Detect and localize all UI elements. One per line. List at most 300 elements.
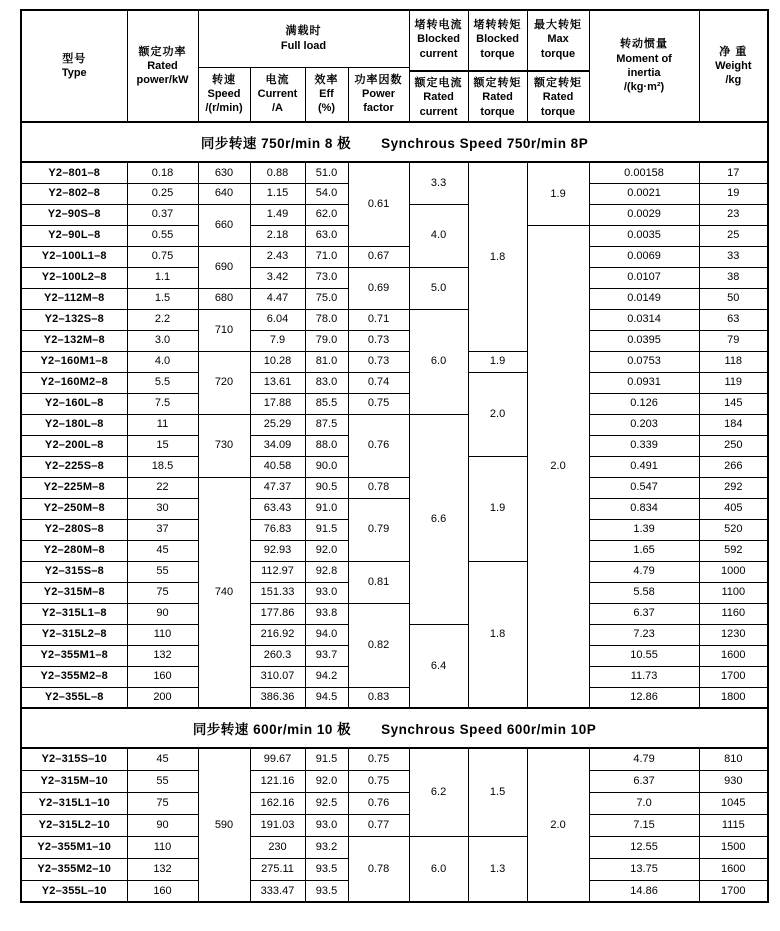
cell-power-factor: 0.69 bbox=[348, 267, 409, 309]
cell-type: Y2–280S–8 bbox=[21, 519, 127, 540]
cell-eff: 75.0 bbox=[305, 288, 348, 309]
cell-eff: 93.2 bbox=[305, 836, 348, 858]
header-line-zh: 额定转矩 bbox=[534, 77, 583, 89]
cell-eff: 54.0 bbox=[305, 183, 348, 204]
cell-blocked-current-ratio: 6.4 bbox=[409, 624, 468, 708]
cell-eff: 93.7 bbox=[305, 645, 348, 666]
cell-inertia: 14.86 bbox=[589, 880, 699, 902]
cell-rated-power: 2.2 bbox=[127, 309, 198, 330]
cell-current: 151.33 bbox=[250, 582, 305, 603]
cell-eff: 51.0 bbox=[305, 162, 348, 183]
cell-inertia: 7.23 bbox=[589, 624, 699, 645]
header-line-en: power/kW bbox=[136, 74, 189, 87]
col-header-current bbox=[250, 67, 305, 122]
cell-inertia: 0.0753 bbox=[589, 351, 699, 372]
cell-speed: 740 bbox=[198, 477, 250, 708]
cell-rated-power: 160 bbox=[127, 666, 198, 687]
cell-type: Y2–160M2–8 bbox=[21, 372, 127, 393]
cell-rated-power: 1.1 bbox=[127, 267, 198, 288]
header-line-en: inertia bbox=[627, 67, 661, 79]
cell-power-factor: 0.76 bbox=[348, 792, 409, 814]
col-header-rated-power bbox=[127, 10, 198, 122]
cell-inertia: 0.00158 bbox=[589, 162, 699, 183]
header-line-en: current bbox=[419, 47, 458, 60]
header-line-en: Power bbox=[362, 88, 396, 101]
table-row bbox=[21, 162, 768, 183]
cell-weight: 1045 bbox=[699, 792, 768, 814]
cell-blocked-current-ratio: 6.0 bbox=[409, 309, 468, 414]
cell-rated-power: 0.18 bbox=[127, 162, 198, 183]
cell-eff: 62.0 bbox=[305, 204, 348, 225]
cell-type: Y2–802–8 bbox=[21, 183, 127, 204]
cell-weight: 33 bbox=[699, 246, 768, 267]
cell-type: Y2–355M1–10 bbox=[21, 836, 127, 858]
cell-rated-power: 30 bbox=[127, 498, 198, 519]
header-line-en: (%) bbox=[317, 102, 336, 115]
cell-type: Y2–355L–8 bbox=[21, 687, 127, 708]
cell-speed: 680 bbox=[198, 288, 250, 309]
cell-weight: 23 bbox=[699, 204, 768, 225]
cell-current: 333.47 bbox=[250, 880, 305, 902]
cell-weight: 266 bbox=[699, 456, 768, 477]
col-header-blocked-current-ratio bbox=[409, 10, 468, 122]
cell-rated-power: 55 bbox=[127, 770, 198, 792]
cell-blocked-current-ratio: 6.0 bbox=[409, 836, 468, 902]
table-row bbox=[21, 770, 768, 792]
cell-eff: 88.0 bbox=[305, 435, 348, 456]
cell-current: 162.16 bbox=[250, 792, 305, 814]
cell-eff: 91.0 bbox=[305, 498, 348, 519]
cell-eff: 91.5 bbox=[305, 519, 348, 540]
cell-inertia: 7.15 bbox=[589, 814, 699, 836]
table-row bbox=[21, 330, 768, 351]
cell-weight: 1160 bbox=[699, 603, 768, 624]
cell-weight: 592 bbox=[699, 540, 768, 561]
cell-current: 47.37 bbox=[250, 477, 305, 498]
cell-weight: 19 bbox=[699, 183, 768, 204]
cell-type: Y2–112M–8 bbox=[21, 288, 127, 309]
cell-rated-power: 110 bbox=[127, 836, 198, 858]
cell-speed: 720 bbox=[198, 351, 250, 414]
cell-power-factor: 0.74 bbox=[348, 372, 409, 393]
header-line-en: Current bbox=[257, 88, 298, 101]
cell-inertia: 0.0314 bbox=[589, 309, 699, 330]
cell-power-factor: 0.83 bbox=[348, 687, 409, 708]
table-row bbox=[21, 393, 768, 414]
cell-eff: 91.5 bbox=[305, 748, 348, 770]
cell-eff: 94.0 bbox=[305, 624, 348, 645]
cell-type: Y2–355M2–8 bbox=[21, 666, 127, 687]
header-line-en: current bbox=[419, 105, 458, 118]
header-line-en: torque bbox=[540, 105, 576, 118]
table-row bbox=[21, 267, 768, 288]
cell-eff: 81.0 bbox=[305, 351, 348, 372]
cell-eff: 90.0 bbox=[305, 456, 348, 477]
cell-rated-power: 0.25 bbox=[127, 183, 198, 204]
cell-eff: 92.0 bbox=[305, 540, 348, 561]
header-line-en: Blocked bbox=[476, 33, 519, 46]
cell-power-factor: 0.73 bbox=[348, 351, 409, 372]
cell-current: 112.97 bbox=[250, 561, 305, 582]
cell-eff: 93.0 bbox=[305, 582, 348, 603]
header-line-zh: 效率 bbox=[314, 73, 339, 86]
cell-eff: 73.0 bbox=[305, 267, 348, 288]
cell-eff: 92.5 bbox=[305, 792, 348, 814]
cell-max-torque-ratio: 2.0 bbox=[527, 225, 589, 708]
cell-power-factor: 0.75 bbox=[348, 393, 409, 414]
cell-rated-power: 200 bbox=[127, 687, 198, 708]
cell-eff: 93.0 bbox=[305, 814, 348, 836]
cell-rated-power: 132 bbox=[127, 858, 198, 880]
cell-rated-power: 45 bbox=[127, 540, 198, 561]
section-title bbox=[21, 122, 768, 162]
table-header bbox=[21, 10, 768, 122]
cell-current: 7.9 bbox=[250, 330, 305, 351]
header-line-zh: 堵转转矩 bbox=[473, 19, 522, 32]
header-line-en: Rated bbox=[147, 59, 178, 72]
cell-max-torque-ratio: 2.0 bbox=[527, 748, 589, 902]
header-line-zh: 满载时 bbox=[285, 25, 322, 38]
cell-weight: 1700 bbox=[699, 666, 768, 687]
cell-type: Y2–801–8 bbox=[21, 162, 127, 183]
cell-blocked-current-ratio: 4.0 bbox=[409, 204, 468, 267]
cell-power-factor: 0.81 bbox=[348, 561, 409, 603]
cell-inertia: 10.55 bbox=[589, 645, 699, 666]
table-row bbox=[21, 477, 768, 498]
cell-current: 10.28 bbox=[250, 351, 305, 372]
cell-inertia: 0.0149 bbox=[589, 288, 699, 309]
col-header-blocked-torque-ratio bbox=[468, 10, 527, 122]
cell-inertia: 7.0 bbox=[589, 792, 699, 814]
table-row bbox=[21, 561, 768, 582]
header-line-en: Max bbox=[547, 33, 569, 46]
cell-type: Y2–225M–8 bbox=[21, 477, 127, 498]
col-header-inertia bbox=[589, 10, 699, 122]
header-line-en: /A bbox=[272, 102, 283, 115]
cell-inertia: 0.339 bbox=[589, 435, 699, 456]
col-header-full-load bbox=[198, 10, 409, 67]
cell-type: Y2–90S–8 bbox=[21, 204, 127, 225]
cell-rated-power: 0.55 bbox=[127, 225, 198, 246]
header-line-zh: 转动惯量 bbox=[620, 38, 669, 51]
cell-type: Y2–355L–10 bbox=[21, 880, 127, 902]
cell-current: 63.43 bbox=[250, 498, 305, 519]
header-line-en: Rated bbox=[423, 91, 454, 104]
cell-rated-power: 18.5 bbox=[127, 456, 198, 477]
cell-type: Y2–315M–10 bbox=[21, 770, 127, 792]
cell-power-factor: 0.79 bbox=[348, 498, 409, 561]
cell-eff: 87.5 bbox=[305, 414, 348, 435]
cell-current: 99.67 bbox=[250, 748, 305, 770]
cell-current: 4.47 bbox=[250, 288, 305, 309]
cell-eff: 79.0 bbox=[305, 330, 348, 351]
cell-inertia: 0.0021 bbox=[589, 183, 699, 204]
cell-current: 2.43 bbox=[250, 246, 305, 267]
cell-power-factor: 0.78 bbox=[348, 477, 409, 498]
section-header-row bbox=[21, 122, 768, 162]
cell-eff: 93.8 bbox=[305, 603, 348, 624]
cell-weight: 810 bbox=[699, 748, 768, 770]
cell-current: 17.88 bbox=[250, 393, 305, 414]
cell-current: 230 bbox=[250, 836, 305, 858]
table-row bbox=[21, 498, 768, 519]
cell-weight: 184 bbox=[699, 414, 768, 435]
cell-current: 76.83 bbox=[250, 519, 305, 540]
cell-eff: 94.5 bbox=[305, 687, 348, 708]
section-title-en: Synchrous Speed 600r/min 10P bbox=[381, 722, 597, 737]
cell-inertia: 0.491 bbox=[589, 456, 699, 477]
cell-rated-power: 90 bbox=[127, 814, 198, 836]
cell-speed: 590 bbox=[198, 748, 250, 902]
cell-power-factor: 0.73 bbox=[348, 330, 409, 351]
cell-weight: 292 bbox=[699, 477, 768, 498]
cell-weight: 1100 bbox=[699, 582, 768, 603]
col-header-max-torque-ratio bbox=[527, 10, 589, 122]
cell-inertia: 0.0029 bbox=[589, 204, 699, 225]
cell-weight: 250 bbox=[699, 435, 768, 456]
cell-inertia: 6.37 bbox=[589, 770, 699, 792]
cell-type: Y2–315L2–8 bbox=[21, 624, 127, 645]
table-row bbox=[21, 603, 768, 624]
cell-rated-power: 15 bbox=[127, 435, 198, 456]
table-row bbox=[21, 814, 768, 836]
cell-eff: 90.5 bbox=[305, 477, 348, 498]
cell-current: 92.93 bbox=[250, 540, 305, 561]
cell-inertia: 13.75 bbox=[589, 858, 699, 880]
col-header-eff bbox=[305, 67, 348, 122]
cell-current: 1.15 bbox=[250, 183, 305, 204]
cell-weight: 1000 bbox=[699, 561, 768, 582]
cell-current: 40.58 bbox=[250, 456, 305, 477]
cell-current: 13.61 bbox=[250, 372, 305, 393]
cell-inertia: 0.547 bbox=[589, 477, 699, 498]
cell-rated-power: 3.0 bbox=[127, 330, 198, 351]
cell-weight: 1600 bbox=[699, 645, 768, 666]
col-header-weight bbox=[699, 10, 768, 122]
cell-current: 386.36 bbox=[250, 687, 305, 708]
header-line-zh: 最大转矩 bbox=[534, 19, 583, 32]
cell-eff: 85.5 bbox=[305, 393, 348, 414]
section-title-zh: 同步转速 750r/min 8 极 bbox=[200, 136, 352, 151]
cell-weight: 145 bbox=[699, 393, 768, 414]
cell-weight: 38 bbox=[699, 267, 768, 288]
cell-weight: 1600 bbox=[699, 858, 768, 880]
table-body bbox=[21, 122, 768, 902]
header-line-en: Speed bbox=[207, 88, 241, 101]
cell-blocked-current-ratio: 6.2 bbox=[409, 748, 468, 836]
cell-type: Y2–200L–8 bbox=[21, 435, 127, 456]
cell-type: Y2–90L–8 bbox=[21, 225, 127, 246]
cell-eff: 78.0 bbox=[305, 309, 348, 330]
header-line-zh: 功率因数 bbox=[354, 73, 403, 86]
cell-current: 6.04 bbox=[250, 309, 305, 330]
cell-inertia: 0.126 bbox=[589, 393, 699, 414]
header-line-en: torque bbox=[540, 47, 576, 60]
cell-weight: 118 bbox=[699, 351, 768, 372]
cell-rated-power: 4.0 bbox=[127, 351, 198, 372]
cell-weight: 1500 bbox=[699, 836, 768, 858]
cell-weight: 50 bbox=[699, 288, 768, 309]
cell-current: 216.92 bbox=[250, 624, 305, 645]
table-row bbox=[21, 372, 768, 393]
cell-inertia: 0.834 bbox=[589, 498, 699, 519]
cell-inertia: 0.0107 bbox=[589, 267, 699, 288]
cell-type: Y2–100L2–8 bbox=[21, 267, 127, 288]
table-row bbox=[21, 748, 768, 770]
cell-type: Y2–315S–8 bbox=[21, 561, 127, 582]
header-line-en: Type bbox=[61, 67, 87, 79]
cell-rated-power: 110 bbox=[127, 624, 198, 645]
cell-type: Y2–132M–8 bbox=[21, 330, 127, 351]
cell-power-factor: 0.67 bbox=[348, 246, 409, 267]
cell-weight: 930 bbox=[699, 770, 768, 792]
cell-speed: 640 bbox=[198, 183, 250, 204]
cell-current: 25.29 bbox=[250, 414, 305, 435]
header-line-zh: 型号 bbox=[62, 52, 87, 65]
cell-blocked-current-ratio: 3.3 bbox=[409, 162, 468, 204]
cell-type: Y2–132S–8 bbox=[21, 309, 127, 330]
header-line-zh: 额定功率 bbox=[138, 45, 187, 58]
cell-current: 121.16 bbox=[250, 770, 305, 792]
cell-inertia: 4.79 bbox=[589, 561, 699, 582]
cell-rated-power: 0.75 bbox=[127, 246, 198, 267]
cell-eff: 93.5 bbox=[305, 880, 348, 902]
cell-type: Y2–160L–8 bbox=[21, 393, 127, 414]
cell-blocked-torque-ratio: 1.8 bbox=[468, 162, 527, 351]
section-title-zh: 同步转速 600r/min 10 极 bbox=[192, 722, 352, 737]
cell-current: 1.49 bbox=[250, 204, 305, 225]
cell-inertia: 1.39 bbox=[589, 519, 699, 540]
cell-rated-power: 160 bbox=[127, 880, 198, 902]
header-line-en: Full load bbox=[280, 39, 327, 52]
cell-blocked-torque-ratio: 1.8 bbox=[468, 561, 527, 708]
cell-weight: 17 bbox=[699, 162, 768, 183]
section-title-en: Synchrous Speed 750r/min 8P bbox=[381, 136, 589, 151]
cell-blocked-torque-ratio: 1.9 bbox=[468, 351, 527, 372]
cell-inertia: 0.0069 bbox=[589, 246, 699, 267]
section-title bbox=[21, 708, 768, 748]
cell-weight: 119 bbox=[699, 372, 768, 393]
cell-speed: 710 bbox=[198, 309, 250, 351]
cell-type: Y2–315L2–10 bbox=[21, 814, 127, 836]
cell-inertia: 6.37 bbox=[589, 603, 699, 624]
cell-blocked-current-ratio: 5.0 bbox=[409, 267, 468, 309]
header-line-zh: 额定转矩 bbox=[473, 77, 522, 89]
header-line-zh: 堵转电流 bbox=[414, 19, 463, 32]
cell-type: Y2–100L1–8 bbox=[21, 246, 127, 267]
cell-rated-power: 75 bbox=[127, 792, 198, 814]
header-line-zh: 净 重 bbox=[719, 45, 748, 58]
cell-rated-power: 45 bbox=[127, 748, 198, 770]
cell-type: Y2–315M–8 bbox=[21, 582, 127, 603]
cell-weight: 63 bbox=[699, 309, 768, 330]
cell-rated-power: 1.5 bbox=[127, 288, 198, 309]
cell-power-factor: 0.77 bbox=[348, 814, 409, 836]
cell-rated-power: 11 bbox=[127, 414, 198, 435]
cell-weight: 405 bbox=[699, 498, 768, 519]
cell-power-factor: 0.82 bbox=[348, 603, 409, 687]
header-line-en: Moment of bbox=[616, 52, 672, 65]
cell-inertia: 0.0931 bbox=[589, 372, 699, 393]
cell-rated-power: 55 bbox=[127, 561, 198, 582]
header-line-zh: 额定电流 bbox=[414, 77, 463, 89]
cell-current: 260.3 bbox=[250, 645, 305, 666]
table-row bbox=[21, 351, 768, 372]
col-header-power-factor bbox=[348, 67, 409, 122]
cell-eff: 83.0 bbox=[305, 372, 348, 393]
cell-rated-power: 0.37 bbox=[127, 204, 198, 225]
cell-eff: 92.8 bbox=[305, 561, 348, 582]
cell-rated-power: 75 bbox=[127, 582, 198, 603]
header-line-en: Weight bbox=[715, 59, 752, 72]
cell-type: Y2–315S–10 bbox=[21, 748, 127, 770]
cell-current: 177.86 bbox=[250, 603, 305, 624]
cell-rated-power: 132 bbox=[127, 645, 198, 666]
cell-current: 34.09 bbox=[250, 435, 305, 456]
cell-inertia: 11.73 bbox=[589, 666, 699, 687]
cell-type: Y2–180L–8 bbox=[21, 414, 127, 435]
cell-inertia: 5.58 bbox=[589, 582, 699, 603]
cell-rated-power: 22 bbox=[127, 477, 198, 498]
header-line-en: factor bbox=[363, 102, 394, 115]
cell-weight: 1115 bbox=[699, 814, 768, 836]
cell-current: 310.07 bbox=[250, 666, 305, 687]
cell-eff: 92.0 bbox=[305, 770, 348, 792]
cell-rated-power: 7.5 bbox=[127, 393, 198, 414]
header-line-en: /(r/min) bbox=[205, 102, 243, 115]
cell-speed: 690 bbox=[198, 246, 250, 288]
cell-inertia: 1.65 bbox=[589, 540, 699, 561]
cell-power-factor: 0.78 bbox=[348, 836, 409, 902]
cell-type: Y2–355M2–10 bbox=[21, 858, 127, 880]
cell-speed: 660 bbox=[198, 204, 250, 246]
cell-inertia: 12.55 bbox=[589, 836, 699, 858]
cell-max-torque-ratio: 1.9 bbox=[527, 162, 589, 225]
section-header-row bbox=[21, 708, 768, 748]
cell-type: Y2–160M1–8 bbox=[21, 351, 127, 372]
header-line-en: /kg bbox=[725, 74, 742, 87]
header-line-en: /(kg·m²) bbox=[623, 81, 665, 94]
cell-eff: 93.5 bbox=[305, 858, 348, 880]
cell-current: 3.42 bbox=[250, 267, 305, 288]
cell-eff: 71.0 bbox=[305, 246, 348, 267]
cell-power-factor: 0.75 bbox=[348, 770, 409, 792]
cell-inertia: 0.203 bbox=[589, 414, 699, 435]
cell-weight: 79 bbox=[699, 330, 768, 351]
cell-rated-power: 5.5 bbox=[127, 372, 198, 393]
cell-eff: 63.0 bbox=[305, 225, 348, 246]
cell-type: Y2–280M–8 bbox=[21, 540, 127, 561]
col-header-type bbox=[21, 10, 127, 122]
header-line-en: Blocked bbox=[417, 33, 460, 46]
table-row bbox=[21, 687, 768, 708]
cell-weight: 1230 bbox=[699, 624, 768, 645]
cell-power-factor: 0.76 bbox=[348, 414, 409, 477]
cell-blocked-torque-ratio: 2.0 bbox=[468, 372, 527, 456]
cell-type: Y2–355M1–8 bbox=[21, 645, 127, 666]
cell-current: 275.11 bbox=[250, 858, 305, 880]
cell-weight: 25 bbox=[699, 225, 768, 246]
cell-blocked-current-ratio: 6.6 bbox=[409, 414, 468, 624]
cell-power-factor: 0.61 bbox=[348, 162, 409, 246]
cell-weight: 520 bbox=[699, 519, 768, 540]
table-row bbox=[21, 836, 768, 858]
cell-power-factor: 0.71 bbox=[348, 309, 409, 330]
cell-weight: 1700 bbox=[699, 880, 768, 902]
header-line-en: Eff bbox=[319, 88, 334, 101]
cell-type: Y2–250M–8 bbox=[21, 498, 127, 519]
header-line-zh: 电流 bbox=[265, 73, 290, 86]
